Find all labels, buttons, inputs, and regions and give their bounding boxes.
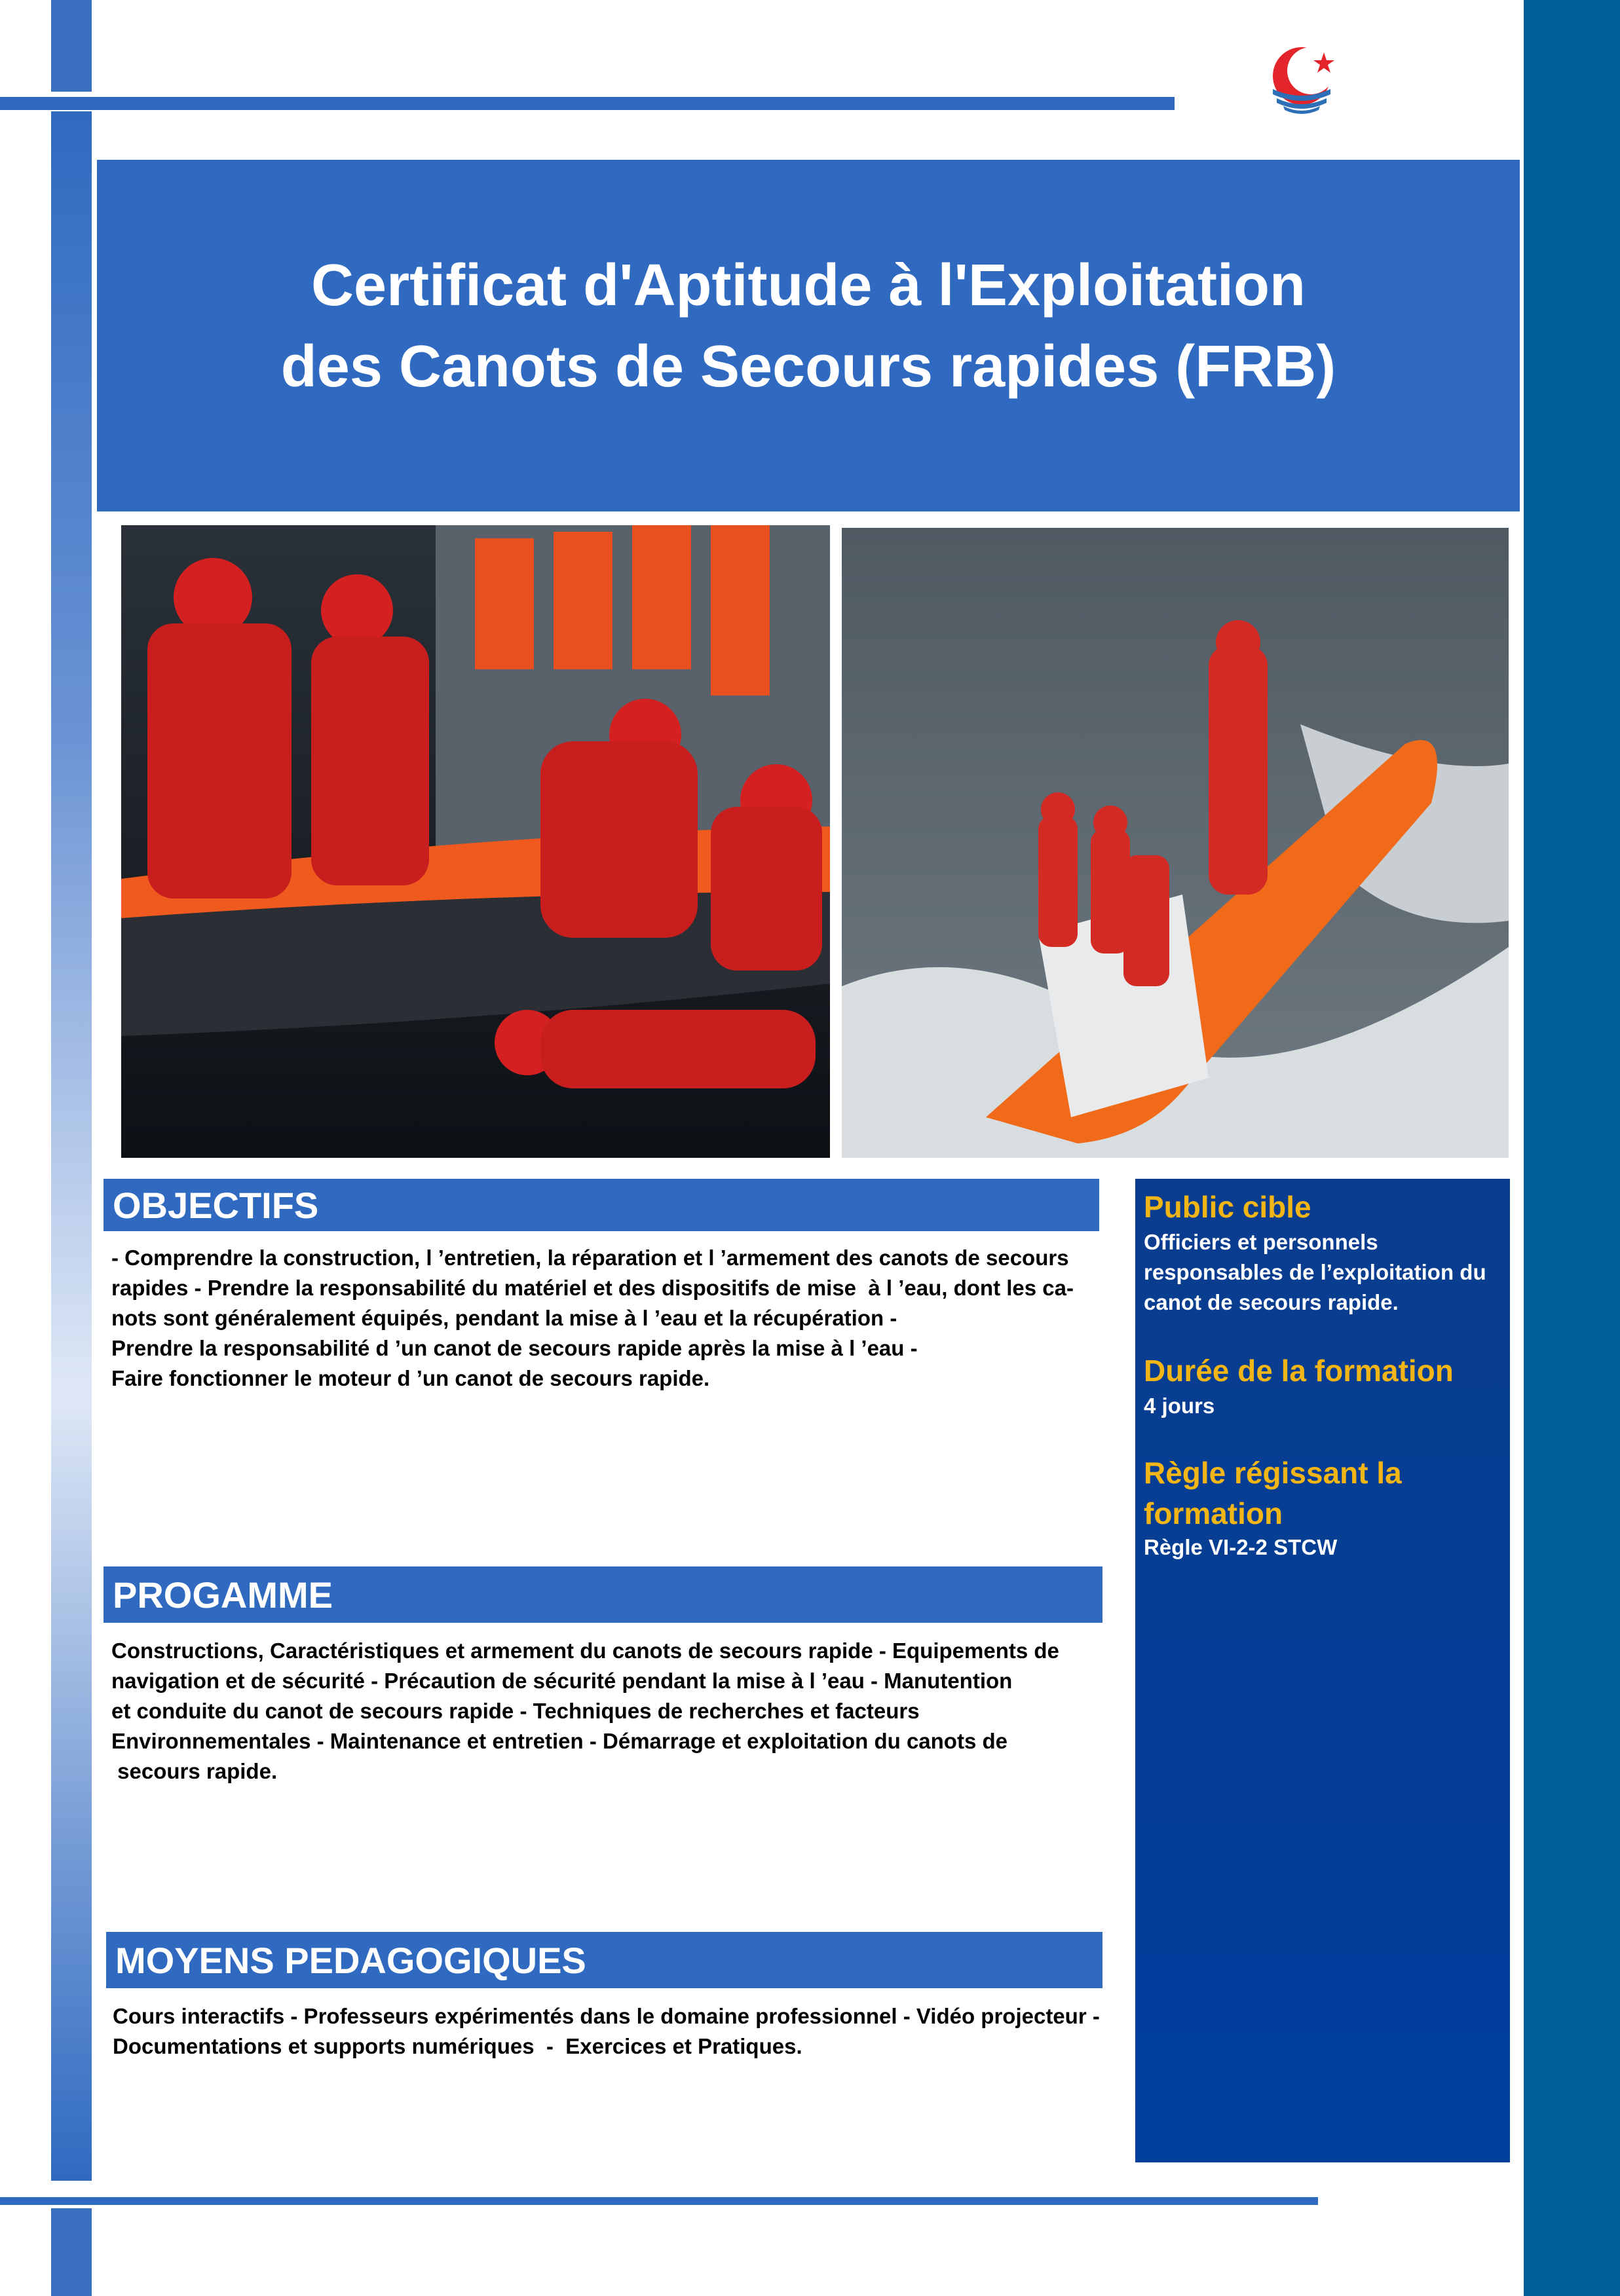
left-frame-bar-top [51, 0, 92, 92]
title-line-1: Certificat d'Aptitude à l'Exploitation [311, 252, 1306, 318]
regle-heading [1144, 1453, 1498, 1534]
objectifs-heading: OBJECTIFS [104, 1179, 1099, 1231]
public-cible-line: Officiers et personnels [1144, 1230, 1378, 1254]
programme-line: secours rapide. [111, 1759, 278, 1783]
page-title [281, 245, 1336, 407]
objectifs-line: - Comprendre la construction, l ’entretien, la réparation et l ’armement des canots de secours [111, 1246, 1069, 1270]
public-cible-line: responsables de l’exploitation du [1144, 1260, 1486, 1284]
crescent-star-waves-logo-icon [1261, 38, 1346, 123]
title-banner [97, 160, 1520, 511]
duree-heading: Durée de la formation [1144, 1354, 1454, 1388]
bottom-rule [0, 2197, 1318, 2205]
moyens-text [113, 2001, 1121, 2062]
public-cible-heading: Public cible [1144, 1190, 1311, 1224]
info-sidebar [1135, 1179, 1510, 2162]
objectifs-line: Faire fonctionner le moteur d ’un canot de secours rapide. [111, 1366, 710, 1390]
title-line-2: des Canots de Secours rapides (FRB) [280, 333, 1336, 399]
programme-line: navigation et de sécurité - Précaution de sécurité pendant la mise à l ’eau - Manutention [111, 1669, 1013, 1693]
regle-heading-line: formation [1144, 1496, 1283, 1530]
top-rule [0, 97, 1175, 110]
programme-heading: PROGAMME [104, 1566, 1102, 1623]
duree-value: 4 jours [1144, 1394, 1215, 1418]
programme-line: Environnementales - Maintenance et entretien - Démarrage et exploitation du canots de [111, 1729, 1008, 1753]
moyens-line: Documentations et supports numériques - Exercices et Pratiques. [113, 2034, 802, 2058]
programme-text [111, 1636, 1120, 1787]
regle-heading-line: Règle régissant la [1144, 1456, 1402, 1490]
moyens-heading: MOYENS PEDAGOGIQUES [106, 1932, 1102, 1988]
objectifs-line: rapides - Prendre la responsabilité du matériel et des dispositifs de mise à l ’eau, dont les ca- [111, 1276, 1074, 1300]
objectifs-text [111, 1243, 1120, 1394]
left-frame-bar [51, 111, 92, 2181]
fast-rescue-boat-photo [842, 528, 1509, 1158]
rescue-crew-photo [121, 525, 830, 1158]
public-cible-line: canot de secours rapide. [1144, 1290, 1399, 1314]
objectifs-line: nots sont généralement équipés, pendant la mise à l ’eau et la récupération - [111, 1306, 897, 1330]
programme-line: et conduite du canot de secours rapide - Techniques de recherches et facteurs [111, 1699, 920, 1723]
right-frame-bar [1524, 0, 1620, 2296]
left-frame-bar-bottom [51, 2208, 92, 2296]
public-cible-text [1144, 1227, 1498, 1318]
programme-line: Constructions, Caractéristiques et armement du canots de secours rapide - Equipements de [111, 1639, 1059, 1663]
regle-value: Règle VI-2-2 STCW [1144, 1535, 1338, 1559]
moyens-line: Cours interactifs - Professeurs expérimentés dans le domaine professionnel - Vidéo projecteur - [113, 2004, 1100, 2028]
objectifs-line: Prendre la responsabilité d ’un canot de secours rapide après la mise à l ’eau - [111, 1336, 918, 1360]
